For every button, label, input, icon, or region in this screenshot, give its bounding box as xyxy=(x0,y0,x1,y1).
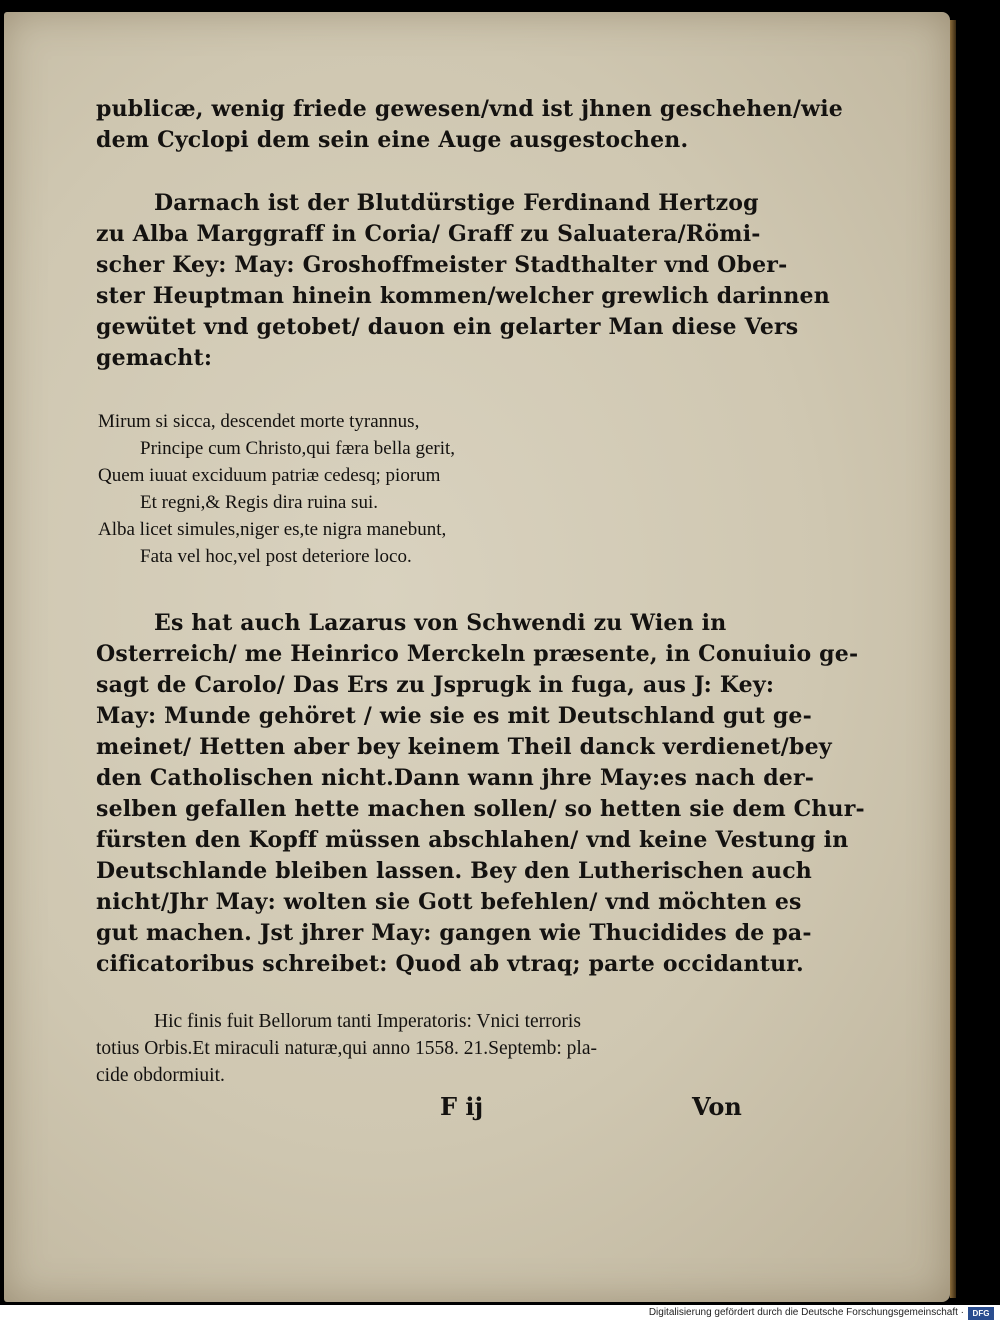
signature-mark: F ij xyxy=(440,1092,484,1121)
text-line: publicæ, wenig friede gewesen/vnd ist jhnen geschehen/wie xyxy=(96,96,844,122)
paragraph-4 xyxy=(96,1008,756,1089)
verse-line: Mirum si sicca, descendet morte tyrannus, xyxy=(98,411,420,432)
text-line: ster Heuptman hinein kommen/welcher grewlich darinnen xyxy=(96,283,830,309)
text-line: meinet/ Hetten aber bey keinem Theil danck verdienet/bey xyxy=(96,734,832,760)
catchword: Von xyxy=(692,1092,742,1121)
paragraph-2 xyxy=(96,188,830,374)
text-line: Deutschlande bleiben lassen. Bey den Lutherischen auch xyxy=(96,858,812,884)
text-line: gemacht: xyxy=(96,345,213,371)
text-line: Es hat auch Lazarus von Schwendi zu Wien in xyxy=(154,610,727,636)
paragraph-1 xyxy=(96,94,844,156)
verse-line: Quem iuuat exciduum patriæ cedesq; piorum xyxy=(98,465,441,486)
credit-bar xyxy=(0,1305,1000,1323)
verse-line: Alba licet simules,niger es,te nigra manebunt, xyxy=(98,519,447,540)
text-line: Hic finis fuit Bellorum tanti Imperatoris: Vnici terroris xyxy=(154,1011,581,1032)
text-line: den Catholischen nicht.Dann wann jhre May:es nach der- xyxy=(96,765,815,791)
text-line: nicht/Jhr May: wolten sie Gott befehlen/ vnd möchten es xyxy=(96,889,802,915)
text-line: May: Munde gehöret / wie sie es mit Deutschland gut ge- xyxy=(96,703,812,729)
verse-line: Fata vel hoc,vel post deteriore loco. xyxy=(140,546,412,567)
page-footer-row xyxy=(4,1092,950,1128)
text-line: totius Orbis.Et miraculi naturæ,qui anno 1558. 21.Septemb: pla- xyxy=(96,1038,597,1059)
text-line: dem Cyclopi dem sein eine Auge ausgestochen. xyxy=(96,127,689,153)
verse-line: Et regni,& Regis dira ruina sui. xyxy=(140,492,378,513)
text-line: gut machen. Jst jhrer May: gangen wie Thucidides de pa- xyxy=(96,920,812,946)
text-line: gewütet vnd getobet/ dauon ein gelarter Man diese Vers xyxy=(96,314,799,340)
paragraph-3 xyxy=(96,608,865,980)
text-line: Osterreich/ me Heinrico Merckeln præsente, in Conuiuio ge- xyxy=(96,641,859,667)
dfg-logo[interactable]: DFG xyxy=(968,1307,994,1320)
text-line: scher Key: May: Groshoffmeister Stadthalter vnd Ober- xyxy=(96,252,788,278)
book-edge xyxy=(950,20,956,1298)
latin-verse xyxy=(98,408,758,570)
text-line: selben gefallen hette machen sollen/ so hetten sie dem Chur- xyxy=(96,796,865,822)
text-line: sagt de Carolo/ Das Ers zu Jsprugk in fuga, aus J: Key: xyxy=(96,672,775,698)
text-line: zu Alba Marggraff in Coria/ Graff zu Saluatera/Römi- xyxy=(96,221,761,247)
text-line: cide obdormiuit. xyxy=(96,1065,225,1086)
verse-line: Principe cum Christo,qui færa bella gerit, xyxy=(140,438,456,459)
book-page xyxy=(4,12,950,1302)
text-line: fürsten den Kopff müssen abschlahen/ vnd keine Vestung in xyxy=(96,827,849,853)
text-line: Darnach ist der Blutdürstige Ferdinand Hertzog xyxy=(154,190,759,216)
credit-text: Digitalisierung gefördert durch die Deutsche Forschungsgemeinschaft · xyxy=(648,1307,964,1318)
text-line: cificatoribus schreibet: Quod ab vtraq; parte occidantur. xyxy=(96,951,804,977)
